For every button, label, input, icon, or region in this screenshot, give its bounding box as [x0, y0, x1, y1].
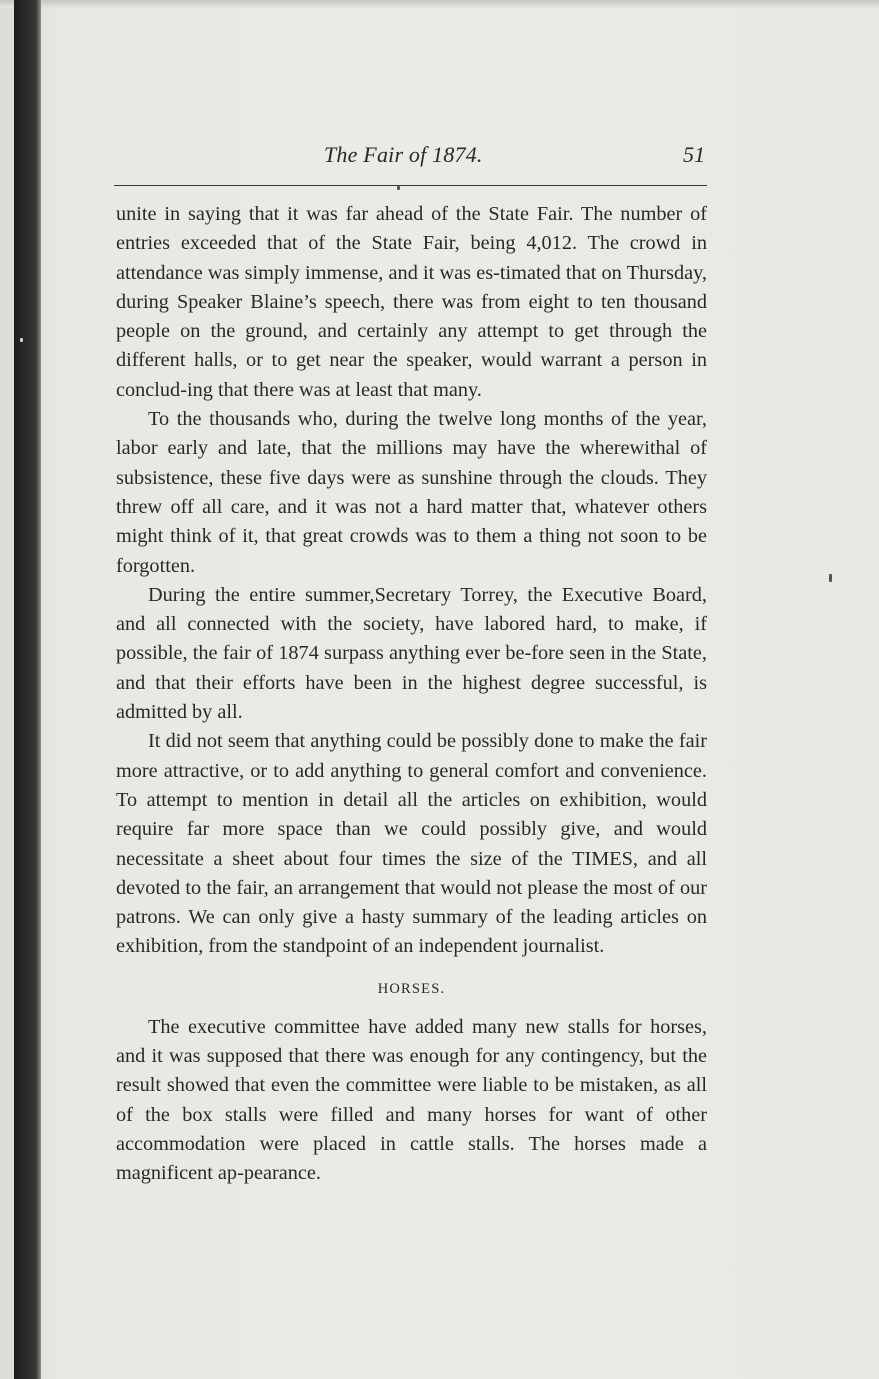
print-speck [20, 338, 23, 342]
running-title: The Fair of 1874. [324, 142, 483, 167]
paragraph-1: unite in saying that it was far ahead of the State Fair. The number of entries exceeded that of the State Fair, being 4,012. The crowd in attendance was simply immense, and it was es-timated that on Thursday, during Speaker Blaine’s speech, there was from eight to ten thousand people on the ground, and certainly any attempt to get through the different halls, or to get near the speaker, would warrant a person in conclud-ing that there was at least that many. [116, 203, 707, 401]
body-text [116, 200, 707, 1189]
paragraph-3: During the entire summer,Secretary Torrey, the Executive Board, and all connected with the society, have labored hard, to make, if possible, the fair of 1874 surpass anything ever be-fore seen in the State, and that their efforts have been in the highest degree successful, is admitted by all. [116, 583, 707, 724]
paragraph-4: It did not seem that anything could be possibly done to make the fair more attractive, or to add anything to general comfort and convenience. To attempt to mention in detail all the articles on exhibition, would require far more space than we could possibly give, and would necessitate a sheet about four times the size of the TIMES, and all devoted to the fair, an arrangement that would not please the most of our patrons. We can only give a hasty summary of the leading articles on exhibition, from the standpoint of an independent journalist. [116, 730, 707, 958]
paragraph-2: To the thousands who, during the twelve long months of the year, labor early and late, that the millions may have the wherewithal of subsistence, these five days were as sunshine through the clouds. They threw off all care, and it was not a hard matter that, whatever others might think of it, that great crowds was to them a thing not soon to be forgotten. [116, 408, 707, 577]
print-speck [829, 574, 832, 582]
page-top-edge [0, 0, 879, 8]
print-speck [397, 186, 400, 190]
paragraph-5: The executive committee have added many new stalls for horses, and it was supposed that there was enough for any contingency, but the result showed that even the committee were liable to be mistaken, as all of the box stalls were filled and many horses for want of other accommodation were placed in cattle stalls. The horses made a magnificent ap-pearance. [116, 1015, 707, 1185]
page-number: 51 [683, 142, 705, 167]
section-heading: HORSES. [377, 980, 446, 997]
book-spine-shadow [14, 0, 41, 1379]
header-rule [114, 185, 707, 186]
running-head [114, 140, 707, 176]
